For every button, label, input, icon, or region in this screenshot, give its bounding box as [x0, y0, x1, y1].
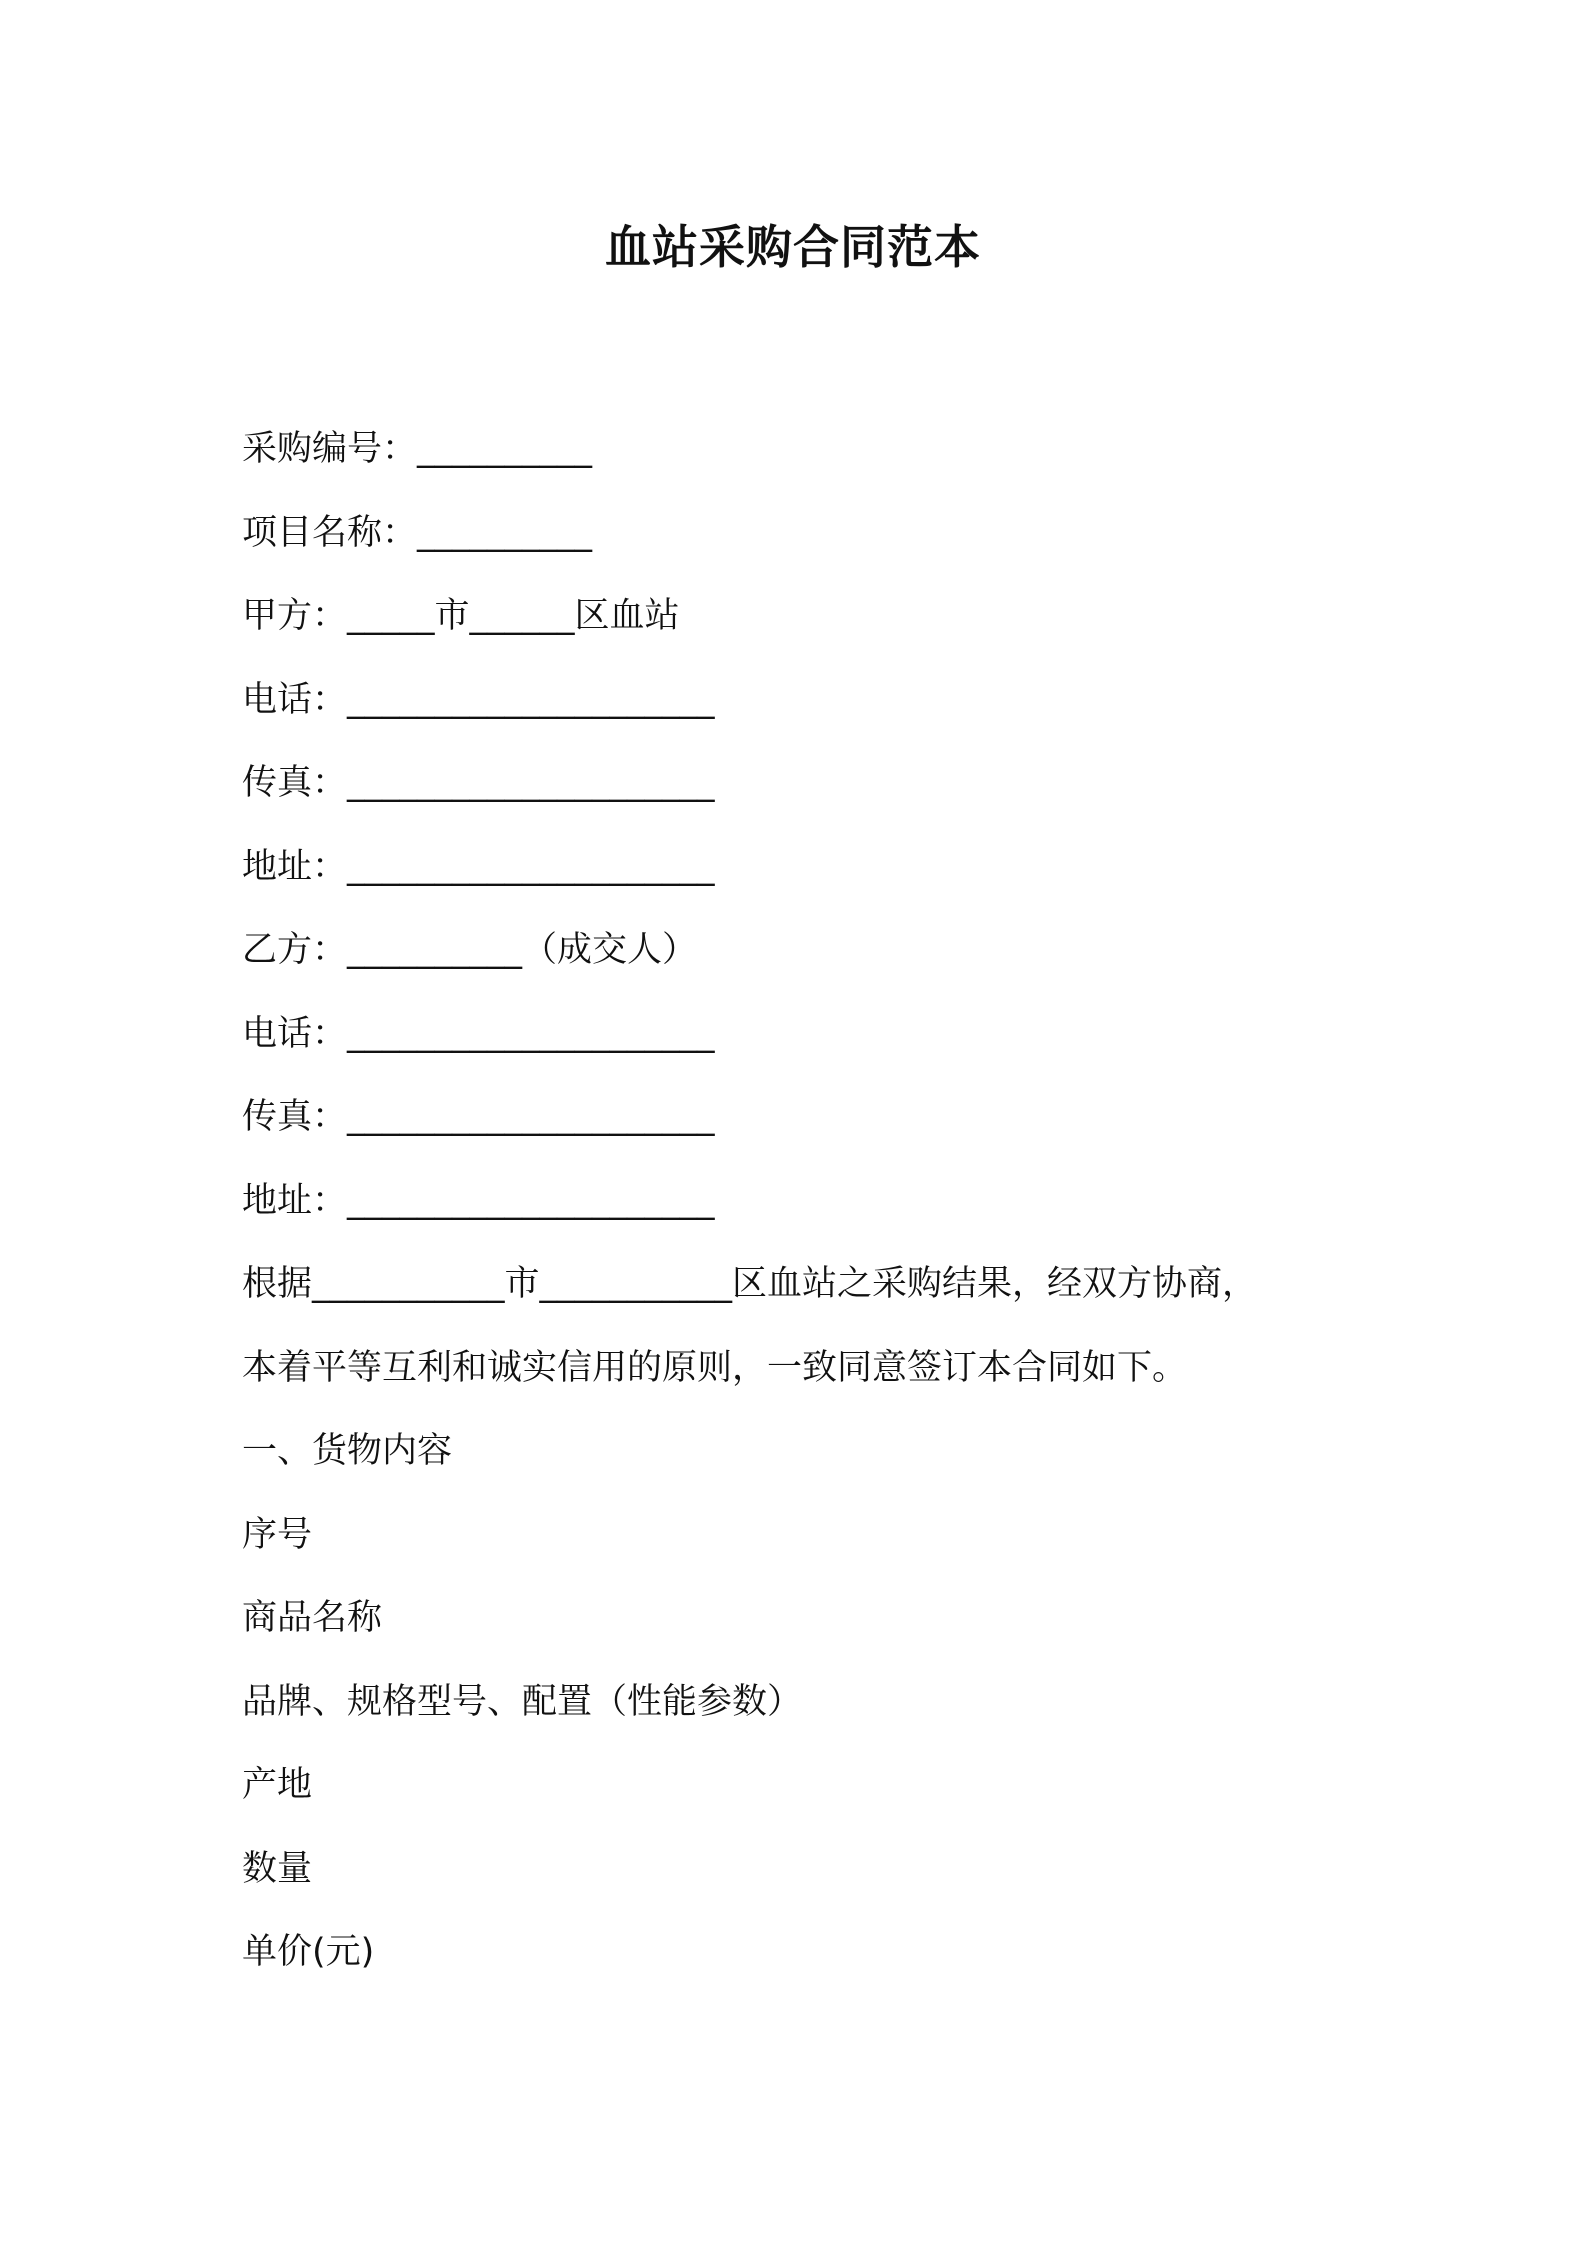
purchase-number-line: 采购编号：__________ [242, 429, 593, 469]
party-b-phone-line: 电话：_____________________ [242, 1013, 715, 1054]
project-name-line: 项目名称：__________ [242, 512, 593, 553]
field-quantity: 数量 [242, 1848, 313, 1889]
party-a-line: 甲方：_____市______区血站 [242, 596, 680, 636]
field-serial-number: 序号 [242, 1514, 313, 1555]
basis-paragraph-line-2: 本着平等互利和诚实信用的原则，一致同意签订本合同如下。 [242, 1347, 1188, 1388]
party-a-address-line: 地址：_____________________ [242, 846, 715, 887]
field-product-name: 商品名称 [242, 1598, 383, 1638]
section-heading-goods: 一、货物内容 [242, 1431, 453, 1471]
field-brand-spec: 品牌、规格型号、配置（性能参数） [242, 1681, 803, 1722]
document-body [242, 408, 1392, 1995]
basis-paragraph-line-1: 根据___________市___________区血站之采购结果，经双方协商， [242, 1264, 1258, 1304]
field-origin: 产地 [242, 1765, 313, 1805]
party-b-line: 乙方：__________（成交人） [242, 930, 698, 970]
party-a-phone-line: 电话：_____________________ [242, 679, 715, 720]
party-b-address-line: 地址：_____________________ [242, 1180, 715, 1221]
party-b-fax-line: 传真：_____________________ [242, 1097, 715, 1137]
field-unit-price: 单价(元) [242, 1932, 375, 1972]
party-a-fax-line: 传真：_____________________ [242, 763, 715, 803]
document-title: 血站采购合同范本 [605, 220, 981, 274]
